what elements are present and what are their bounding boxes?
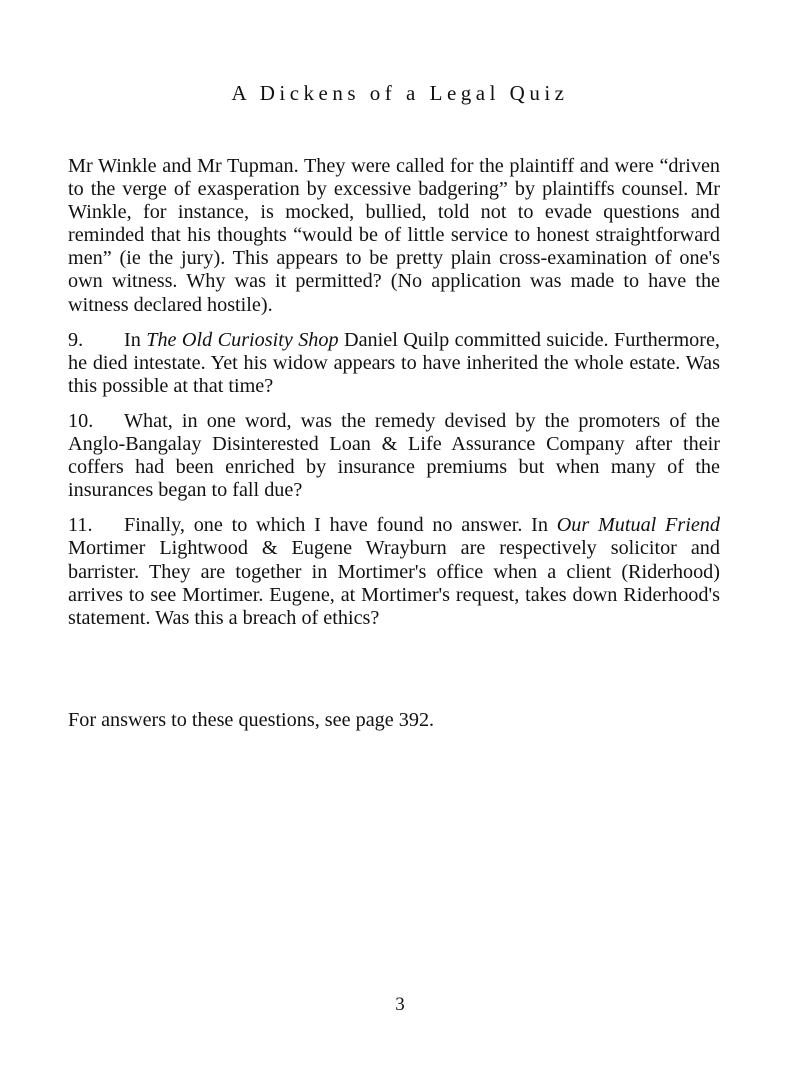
running-title: A Dickens of a Legal Quiz (231, 81, 569, 105)
question-11-lead: Finally, one to which I have found no answer. In (124, 514, 557, 537)
question-10 (68, 410, 720, 502)
question-9-lead: In (124, 328, 147, 351)
body-text (68, 155, 720, 642)
question-11-number: 11. (68, 514, 93, 537)
answers-note: For answers to these questions, see page 392. (68, 709, 435, 731)
question-9 (68, 329, 720, 398)
page-number: 3 (395, 994, 405, 1015)
question-11 (68, 514, 720, 629)
question-11-text: Mortimer Lightwood & Eugene Wrayburn are respectively solicitor and barrister. They are together in Mortimer's office when a client (Riderhood) arrives to see Mortimer. Eugene, at Mortimer's request, takes down Riderhood's statement. Was this a breach of ethics? (68, 537, 720, 629)
question-9-text: Daniel Quilp committed suicide. Furthermore, he died intestate. Yet his widow appears to have inherited the whole estate. Was this possible at that time? (68, 328, 720, 397)
question-11-book-title: Our Mutual Friend (556, 514, 720, 537)
question-10-text: What, in one word, was the remedy devised by the promoters of the Anglo-Bangalay Disinterested Loan & Life Assurance Company after their coffers had been enriched by insurance premiums but when many of the insurances began to fall due? (68, 409, 720, 502)
question-9-number: 9. (68, 328, 84, 351)
question-9-book-title: The Old Curiosity Shop (146, 328, 339, 351)
continuation-paragraph: Mr Winkle and Mr Tupman. They were called for the plaintiff and were “driven to the verge of exasperation by excessive badgering” by plaintiffs counsel. Mr Winkle, for instance, is mocked, bullied, told not to evade questions and reminded that his thoughts “would be of little service to honest straightforward men” (ie the jury). This appears to be pretty plain cross-examination of one's own witness. Why was it permitted? (No application was made to have the witness declared hostile). (68, 155, 720, 316)
question-10-number: 10. (68, 409, 94, 432)
